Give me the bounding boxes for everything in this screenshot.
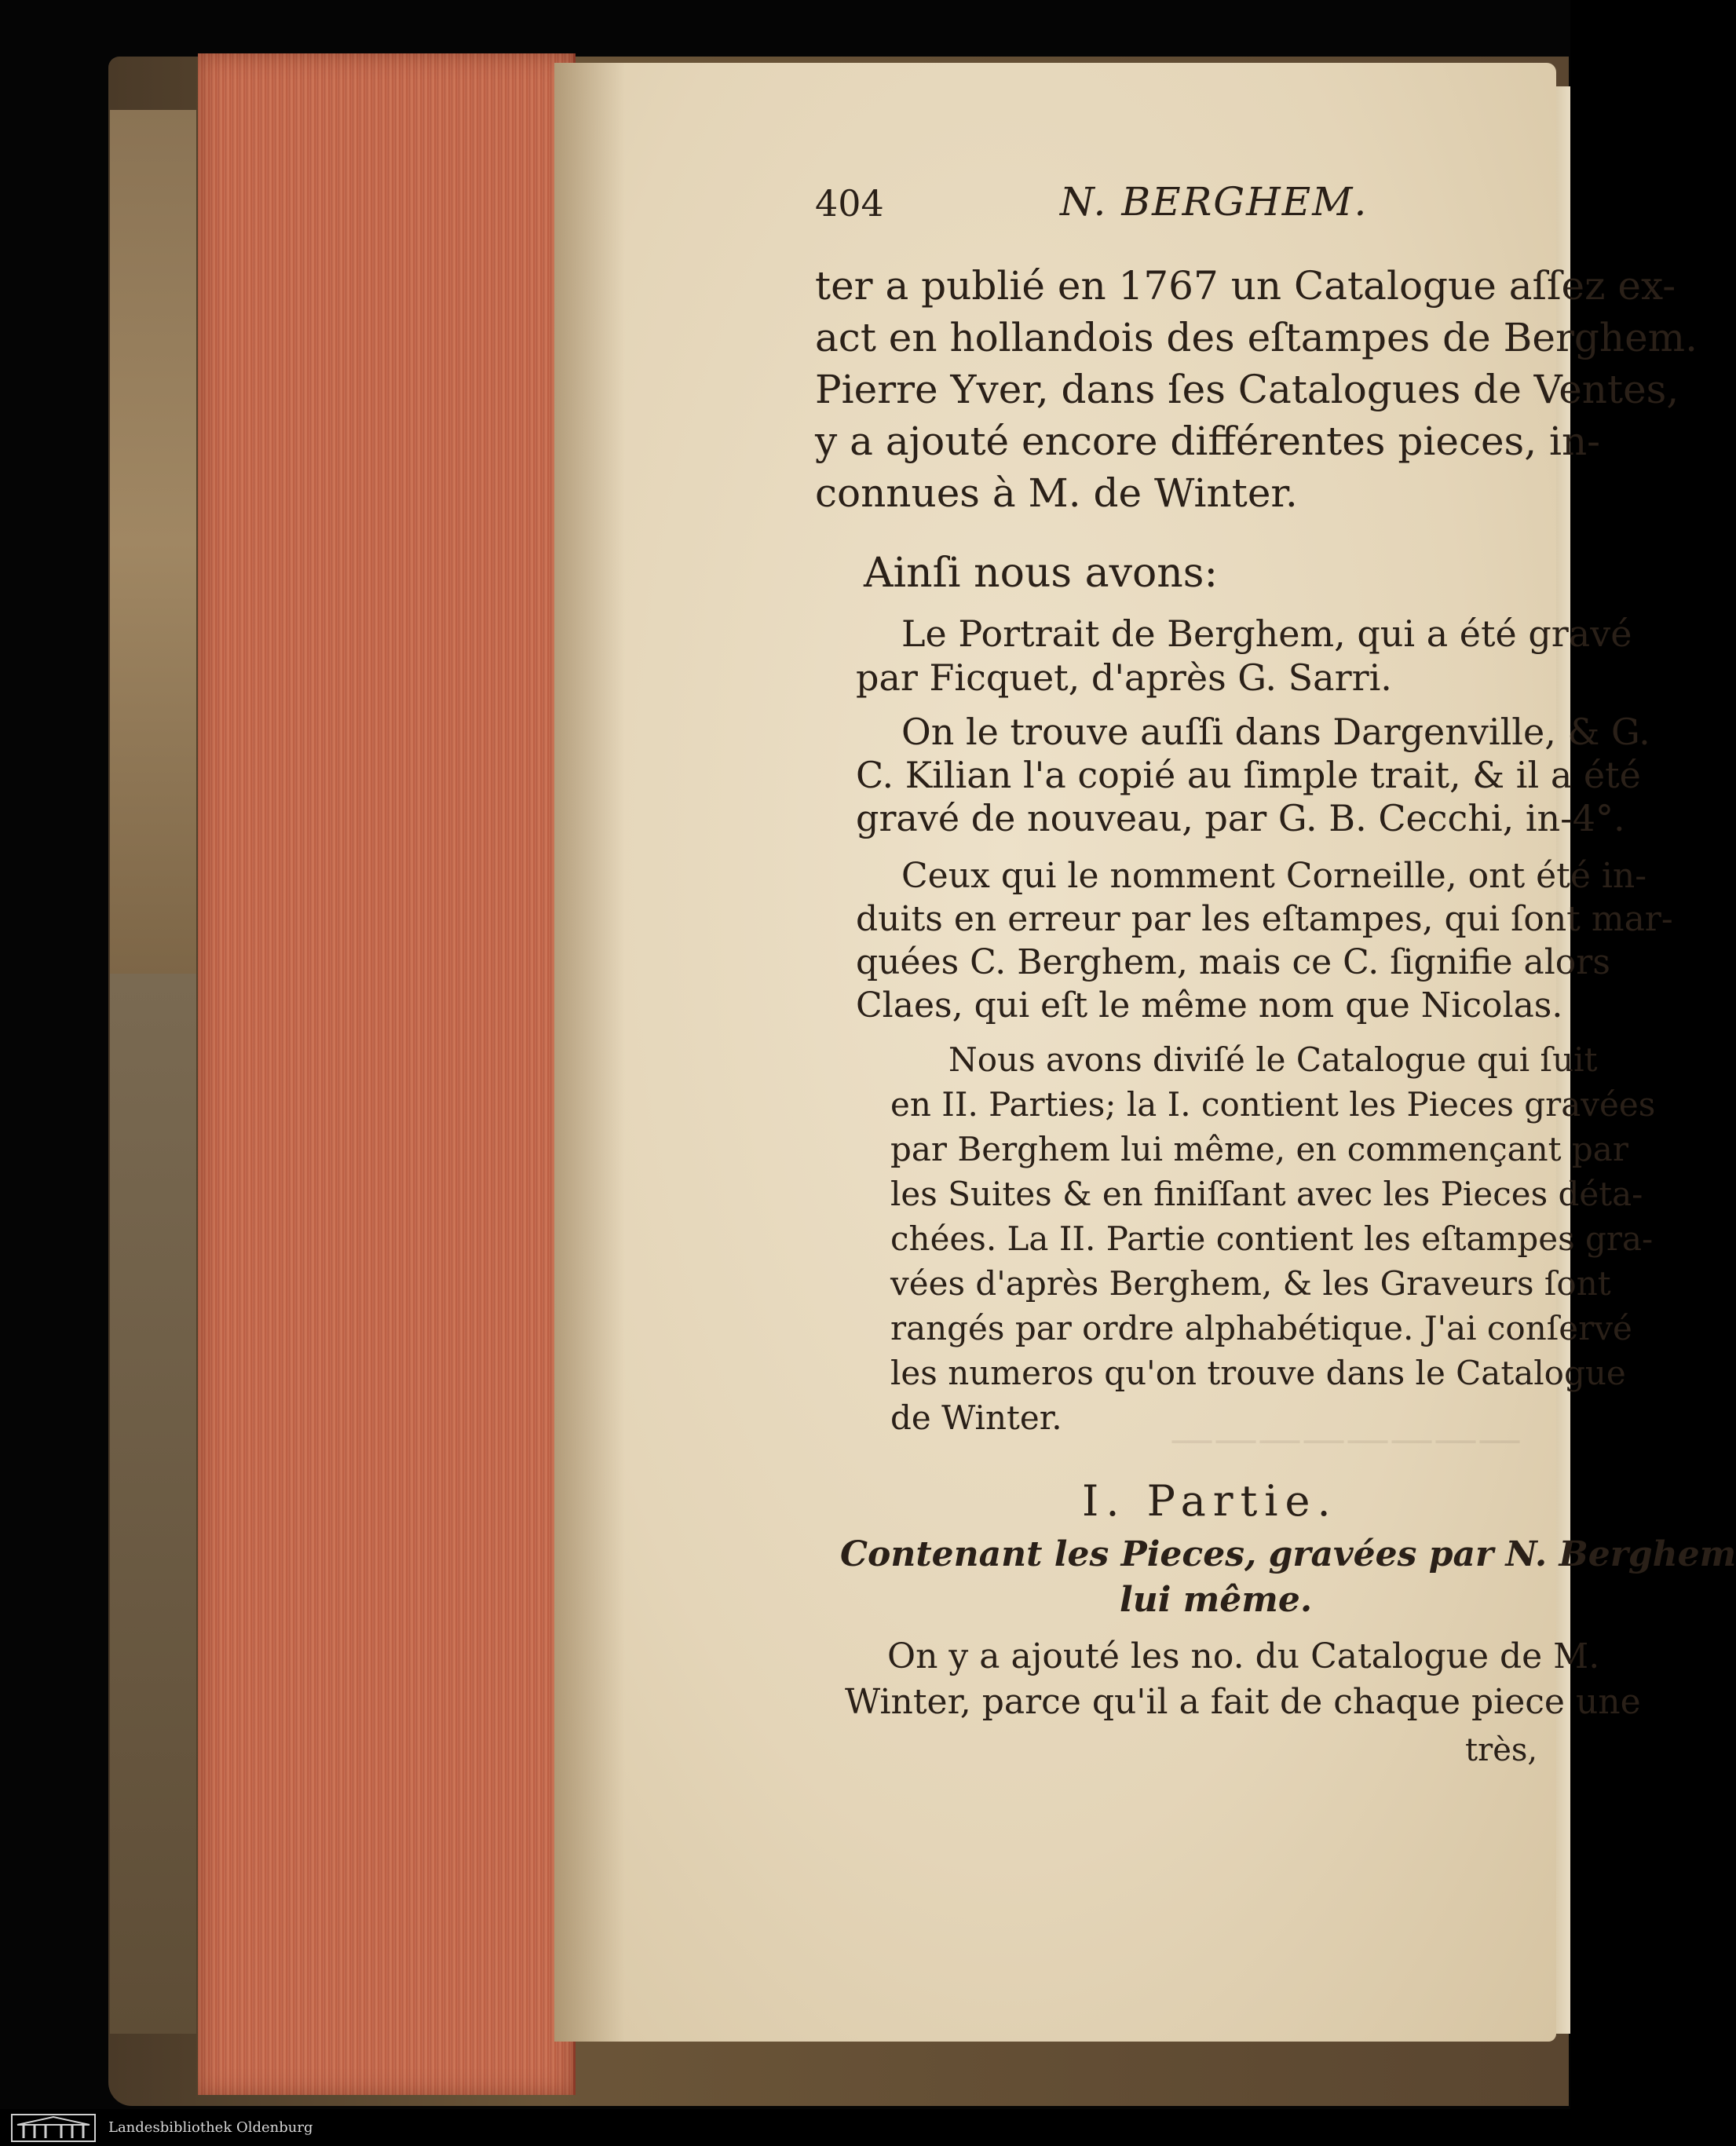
- text-line: ter a publié en 1767 un Catalogue aſſez ex-: [815, 263, 1676, 309]
- section-subtitle-line: Contenant les Pieces, gravées par N. Berghem: [840, 1534, 1736, 1574]
- text-line: Winter, parce qu'il a fait de chaque piece une: [845, 1682, 1641, 1722]
- text-line: duits en erreur par les eſtampes, qui ſont mar-: [856, 899, 1673, 939]
- library-name: Landesbibliothek Oldenburg: [108, 2119, 313, 2136]
- running-head: N. BERGHEM.: [1060, 179, 1369, 225]
- footer-bar: [0, 2109, 1570, 2146]
- gutter-shadow: [554, 63, 625, 2042]
- text-line: C. Kilian l'a copié au ſimple trait, & il a été: [856, 754, 1641, 796]
- text-line: On le trouve auſſi dans Dargenville, & G.: [901, 711, 1650, 753]
- text-line: Ceux qui le nomment Corneille, ont été in-: [901, 856, 1647, 896]
- library-logo-icon: [11, 2114, 96, 2142]
- text-line: par Berghem lui même, en commençant par: [890, 1130, 1628, 1168]
- catchword: très,: [1465, 1732, 1538, 1768]
- red-page-edges: [198, 53, 576, 2095]
- text-line: act en hollandois des eſtampes de Berghem.: [815, 315, 1698, 360]
- text-line: en II. Parties; la I. contient les Pieces gravées: [890, 1085, 1656, 1124]
- text-line: les numeros qu'on trouve dans le Catalogue: [890, 1354, 1626, 1392]
- text-line: de Winter.: [890, 1398, 1062, 1437]
- subheading: Ainſi nous avons:: [864, 550, 1218, 597]
- text-line: On y a ajouté les no. du Catalogue de M.: [887, 1636, 1600, 1676]
- text-line: les Suites & en finiſſant avec les Pieces déta-: [890, 1175, 1643, 1213]
- text-line: gravé de nouveau, par G. B. Cecchi, in-4°.: [856, 797, 1625, 839]
- text-line: Claes, qui eſt le même nom que Nicolas.: [856, 985, 1563, 1025]
- text-line: chées. La II. Partie contient les eſtampes gra-: [890, 1219, 1654, 1258]
- text-line: quées C. Berghem, mais ce C. ſignifie alors: [856, 942, 1610, 982]
- text-line: Le Portrait de Berghem, qui a été gravé: [901, 612, 1632, 655]
- section-subtitle-line: lui même.: [1120, 1580, 1313, 1620]
- text-line: par Ficquet, d'après G. Sarri.: [856, 656, 1392, 699]
- text-line: y a ajouté encore différentes pieces, in-: [815, 419, 1601, 464]
- section-heading: I. Partie.: [1082, 1476, 1338, 1526]
- page-number: 404: [815, 182, 884, 225]
- text-line: vées d'après Berghem, & les Graveurs ſont: [890, 1264, 1611, 1303]
- text-line: Pierre Yver, dans ſes Catalogues de Ventes,: [815, 367, 1679, 412]
- spine-cloth-lower: [110, 974, 196, 2034]
- spine-cloth: [110, 110, 196, 974]
- text-line: rangés par ordre alphabétique. J'ai conſervé: [890, 1309, 1632, 1347]
- text-line: connues à M. de Winter.: [815, 470, 1298, 516]
- bleed-through-text: ————————: [1170, 1413, 1522, 1464]
- text-line: Nous avons diviſé le Catalogue qui ſuit: [948, 1040, 1598, 1079]
